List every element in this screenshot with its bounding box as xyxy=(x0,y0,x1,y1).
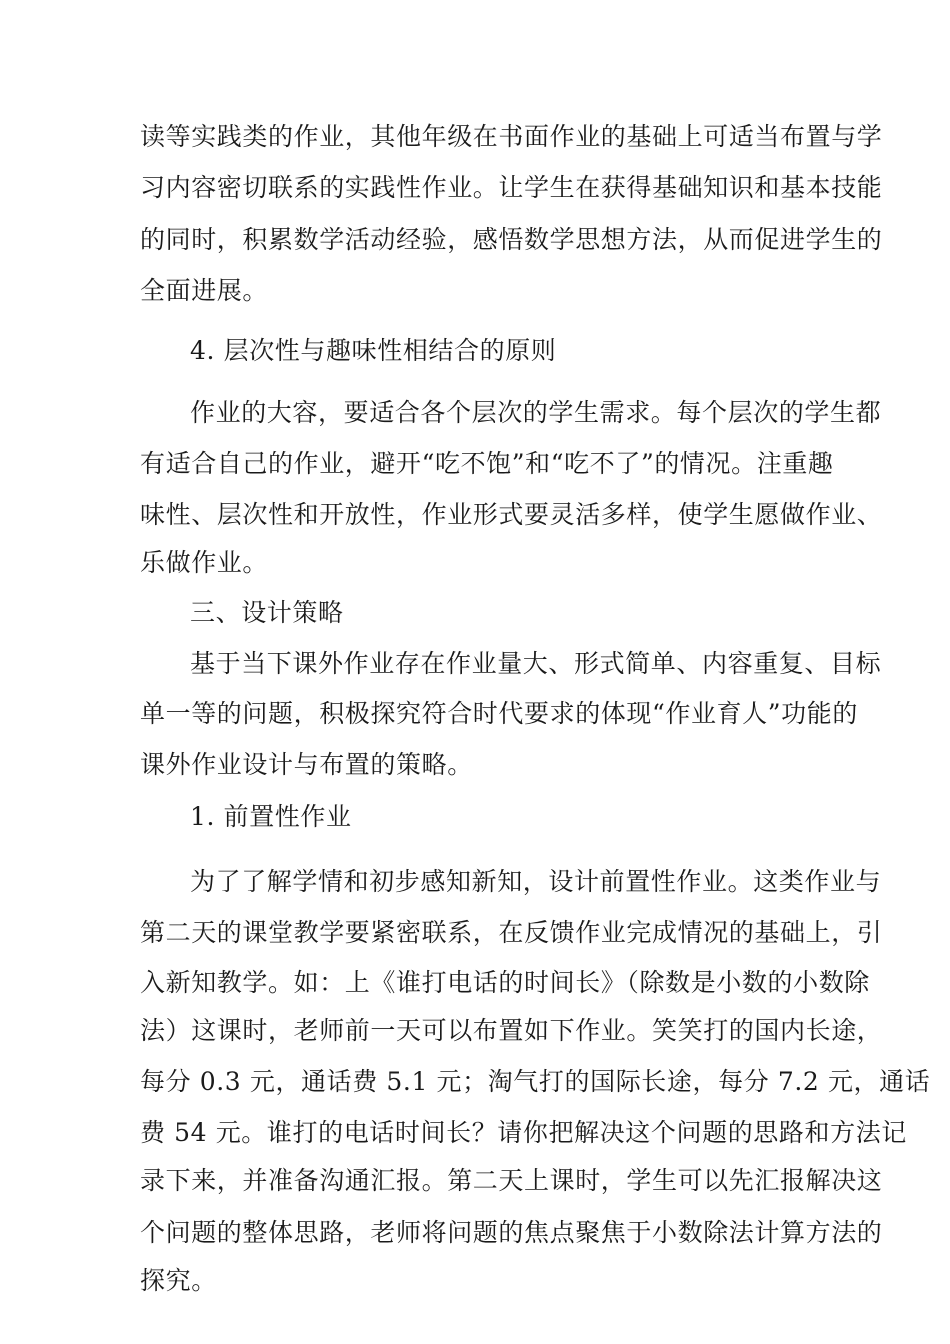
paragraph-line: 个问题的整体思路，老师将问题的焦点聚焦于小数除法计算方法的 xyxy=(140,1218,883,1247)
paragraph-line: 费 54 元。谁打的电话时间长？请你把解决这个问题的思路和方法记 xyxy=(140,1118,907,1147)
section-heading: 三、设计策略 xyxy=(190,598,344,627)
paragraph-line: 习内容密切联系的实践性作业。让学生在获得基础知识和基本技能 xyxy=(140,173,883,202)
paragraph-line: 有适合自己的作业，避开“吃不饱”和“吃不了”的情况。注重趣 xyxy=(140,449,834,478)
paragraph-line: 第二天的课堂教学要紧密联系，在反馈作业完成情况的基础上，引 xyxy=(140,918,883,947)
paragraph-line: 读等实践类的作业，其他年级在书面作业的基础上可适当布置与学 xyxy=(140,122,883,151)
paragraph-line: 单一等的问题，积极探究符合时代要求的体现“作业育人”功能的 xyxy=(140,699,858,728)
paragraph-line: 味性、层次性和开放性，作业形式要灵活多样，使学生愿做作业、 xyxy=(140,500,883,529)
paragraph-line: 乐做作业。 xyxy=(140,548,269,577)
paragraph-line: 全面进展。 xyxy=(140,276,269,305)
paragraph-line: 的同时，积累数学活动经验，感悟数学思想方法，从而促进学生的 xyxy=(140,225,883,254)
section-heading: 1. 前置性作业 xyxy=(190,802,352,831)
section-heading: 4. 层次性与趣味性相结合的原则 xyxy=(190,336,557,365)
paragraph-line: 为了了解学情和初步感知新知，设计前置性作业。这类作业与 xyxy=(190,867,882,896)
paragraph-line: 录下来，并准备沟通汇报。第二天上课时，学生可以先汇报解决这 xyxy=(140,1166,883,1195)
paragraph-line: 探究。 xyxy=(140,1266,217,1295)
paragraph-line: 课外作业设计与布置的策略。 xyxy=(140,750,473,779)
paragraph-line: 法）这课时，老师前一天可以布置如下作业。笑笑打的国内长途， xyxy=(140,1016,883,1045)
paragraph-line: 每分 0.3 元，通话费 5.1 元；淘气打的国际长途，每分 7.2 元，通话 xyxy=(140,1067,931,1096)
paragraph-line: 作业的大容，要适合各个层次的学生需求。每个层次的学生都 xyxy=(190,398,882,427)
paragraph-line: 入新知教学。如：上《谁打电话的时间长》（除数是小数的小数除 xyxy=(140,968,870,997)
paragraph-line: 基于当下课外作业存在作业量大、形式简单、内容重复、目标 xyxy=(190,649,882,678)
